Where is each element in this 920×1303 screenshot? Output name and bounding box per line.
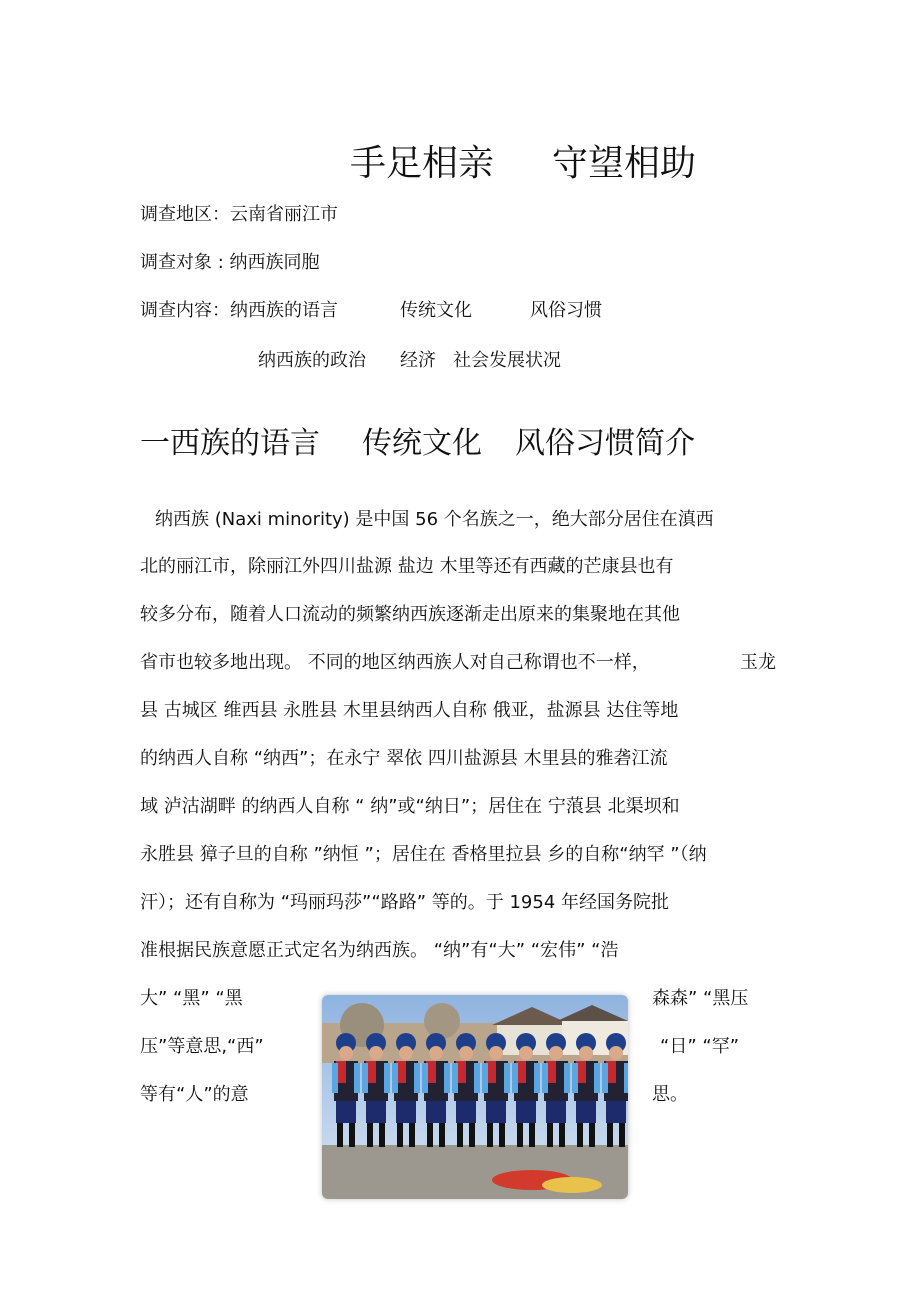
- paragraph-line: 省市也较多地出现。 不同的地区纳西族人对自己称谓也不一样，: [140, 652, 650, 673]
- paragraph-line: 森森” “黑压: [652, 988, 749, 1009]
- page-title-part1: 手足相亲: [350, 143, 495, 184]
- paragraph-line: 的纳西人自称 “纳西”；在永宁 翠依 四川盐源县 木里县的雅砻江流: [140, 748, 668, 769]
- paragraph-line: 准根据民族意愿正式定名为纳西族。 “纳”有“大” “宏伟” “浩: [140, 940, 619, 961]
- paragraph-line: 较多分布，随着人口流动的频繁纳西族逐渐走出原来的集聚地在其他: [140, 604, 680, 625]
- survey-content-item-culture: 传统文化: [400, 300, 472, 321]
- paragraph-line: 县 古城区 维西县 永胜县 木里县纳西人自称 俄亚，盐源县 达住等地: [140, 700, 679, 721]
- survey-content-economy: 经济: [400, 350, 436, 371]
- section-heading-b: 传统文化: [362, 426, 482, 461]
- paragraph-line: 汗）；还有自称为 “玛丽玛莎”“路路” 等的。于 1954 年经国务院批: [140, 892, 669, 913]
- paragraph-line: “日” “罕”: [660, 1036, 740, 1057]
- section-heading-a: 一西族的语言: [140, 426, 320, 461]
- paragraph-line: 思。: [652, 1084, 688, 1105]
- paragraph-line: 等有“人”的意: [140, 1084, 249, 1105]
- naxi-women-group-photo: [322, 995, 628, 1199]
- paragraph-line: 压”等意思,“西”: [140, 1036, 264, 1057]
- paragraph-line: 玉龙: [740, 652, 776, 673]
- survey-content-label: 调查内容：纳西族的语言: [140, 300, 338, 321]
- paragraph-line: 永胜县 獐子旦的自称 ”纳恒 ”；居住在 香格里拉县 乡的自称“纳罕 ”（纳: [140, 844, 707, 865]
- survey-subject: 调查对象 : 纳西族同胞: [140, 252, 320, 273]
- section-heading-c: 风俗习惯简介: [515, 426, 695, 461]
- survey-region: 调查地区：云南省丽江市: [140, 204, 338, 225]
- paragraph-line: 纳西族 (Naxi minority) 是中国 56 个名族之一，绝大部分居住在滇西: [155, 509, 714, 530]
- paragraph-line: 北的丽江市，除丽江外四川盐源 盐边 木里等还有西藏的芒康县也有: [140, 556, 674, 577]
- survey-content-item-customs: 风俗习惯: [530, 300, 602, 321]
- survey-content-society: 社会发展状况: [453, 350, 561, 371]
- paragraph-line: 大” “黑” “黑: [140, 988, 243, 1009]
- page-title-part2: 守望相助: [552, 143, 697, 184]
- survey-content-politics: 纳西族的政治: [258, 350, 366, 371]
- paragraph-line: 域 泸沽湖畔 的纳西人自称 “ 纳”或“纳日”；居住在 宁蒗县 北渠坝和: [140, 796, 680, 817]
